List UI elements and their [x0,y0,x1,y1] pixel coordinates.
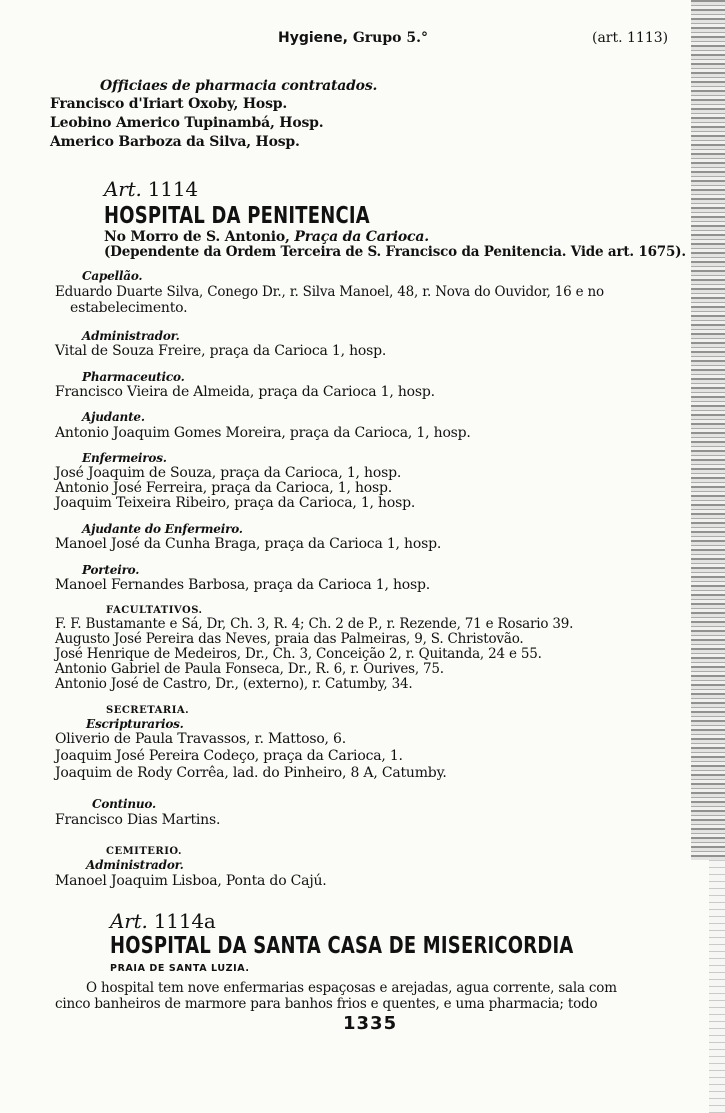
porteiro-entry: Manoel Fernandes Barbosa, praça da Carioca 1, hosp. [55,577,431,593]
article-number: 1114a [153,909,216,933]
header-title [278,30,428,46]
facultativo-entry: Antonio Gabriel de Paula Fonseca, Dr., R. 6, r. Ourives, 75. [55,661,444,677]
enfermeiro-entry: Joaquim Teixeira Ribeiro, praça da Carioca, 1, hosp. [55,495,416,511]
hospital-title-penitencia: HOSPITAL DA PENITENCIA [104,203,370,229]
location-text: No Morro de S. Antonio, [104,229,290,245]
article-label-1114 [104,178,198,200]
santa-casa-location: PRAIA DE SANTA LUZIA. [110,963,250,974]
ajudante-enfermeiro-entry: Manoel José da Cunha Braga, praça da Carioca 1, hosp. [55,536,442,552]
pharmacy-official-entry: Americo Barboza da Silva, Hosp. [50,134,300,150]
pharmacy-official-entry: Leobino Americo Tupinambá, Hosp. [50,115,324,131]
continuo-entry: Francisco Dias Martins. [55,812,221,828]
ajudante-entry: Antonio Joaquim Gomes Moreira, praça da Carioca, 1, hosp. [55,425,471,441]
pharmaceutico-entry: Francisco Vieira de Almeida, praça da Carioca 1, hosp. [55,384,435,400]
article-label-text: Art. [104,177,142,201]
hospital-dependency: (Dependente da Ordem Terceira de S. Francisco da Penitencia. Vide art. 1675). [104,244,686,260]
section-heading-continuo: Continuo. [92,797,157,811]
header-hygiene: Hygiene, [278,30,348,46]
facultativo-entry: José Henrique de Medeiros, Dr., Ch. 3, Conceição 2, r. Quitanda, 24 e 55. [55,646,542,662]
page-edge-shadow [691,0,725,860]
section-heading-enfermeiros: Enfermeiros. [82,451,167,465]
section-heading-cemiterio: CEMITERIO. [106,846,182,857]
article-label-1114a [110,910,216,932]
article-label-text: Art. [110,909,148,933]
enfermeiro-entry: José Joaquim de Souza, praça da Carioca, 1, hosp. [55,465,402,481]
section-subheading-cemiterio-administrador: Administrador. [86,858,184,872]
section-heading-pharmaceutico: Pharmaceutico. [82,370,185,384]
capellao-entry: Eduardo Duarte Silva, Conego Dr., r. Silva Manoel, 48, r. Nova do Ouvidor, 16 e no [55,284,604,300]
running-header [0,30,725,50]
article-number: 1114 [147,177,198,201]
pharmacy-officials-heading: Officiaes de pharmacia contratados. [100,78,378,94]
section-heading-porteiro: Porteiro. [82,563,140,577]
facultativo-entry: Augusto José Pereira das Neves, praia das Palmeiras, 9, S. Christovão. [55,631,524,647]
enfermeiro-entry: Antonio José Ferreira, praça da Carioca, 1, hosp. [55,480,393,496]
section-subheading-escripturarios: Escripturarios. [86,717,184,731]
location-place: Praça da Carioca. [294,229,429,245]
santa-casa-body-line: O hospital tem nove enfermarias espaçosas e arejadas, agua corrente, sala com [86,980,617,996]
section-heading-administrador: Administrador. [82,329,180,343]
section-heading-facultativos: FACULTATIVOS. [106,605,203,616]
section-heading-ajudante-enfermeiro: Ajudante do Enfermeiro. [82,522,243,536]
facultativo-entry: F. F. Bustamante e Sá, Dr, Ch. 3, R. 4; Ch. 2 de P., r. Rezende, 71 e Rosario 39. [55,616,574,632]
page-edge-shadow-lower [709,860,725,1113]
facultativo-entry: Antonio José de Castro, Dr., (externo), r. Catumby, 34. [55,676,413,692]
escripturario-entry: Joaquim de Rody Corrêa, lad. do Pinheiro, 8 A, Catumby. [55,765,447,781]
administrador-entry: Vital de Souza Freire, praça da Carioca 1, hosp. [55,343,387,359]
cemiterio-entry: Manoel Joaquim Lisboa, Ponta do Cajú. [55,873,327,889]
section-heading-capellao: Capellão. [82,269,143,283]
section-heading-ajudante: Ajudante. [82,410,145,424]
section-heading-secretaria: SECRETARIA. [106,705,190,716]
santa-casa-body-line: cinco banheiros de marmore para banhos frios e quentes, e uma pharmacia; todo [55,996,598,1012]
header-group: Grupo 5.° [352,30,428,46]
hospital-location [104,229,429,245]
pharmacy-official-entry: Francisco d'Iriart Oxoby, Hosp. [50,96,288,112]
escripturario-entry: Joaquim José Pereira Codeço, praça da Carioca, 1. [55,748,403,764]
escripturario-entry: Oliverio de Paula Travassos, r. Mattoso, 6. [55,731,347,747]
hospital-title-santa-casa: HOSPITAL DA SANTA CASA DE MISERICORDIA [110,933,574,959]
capellao-entry-continued: estabelecimento. [70,300,188,316]
page-number: 1335 [343,1013,398,1034]
header-article-ref: (art. 1113) [592,30,669,46]
